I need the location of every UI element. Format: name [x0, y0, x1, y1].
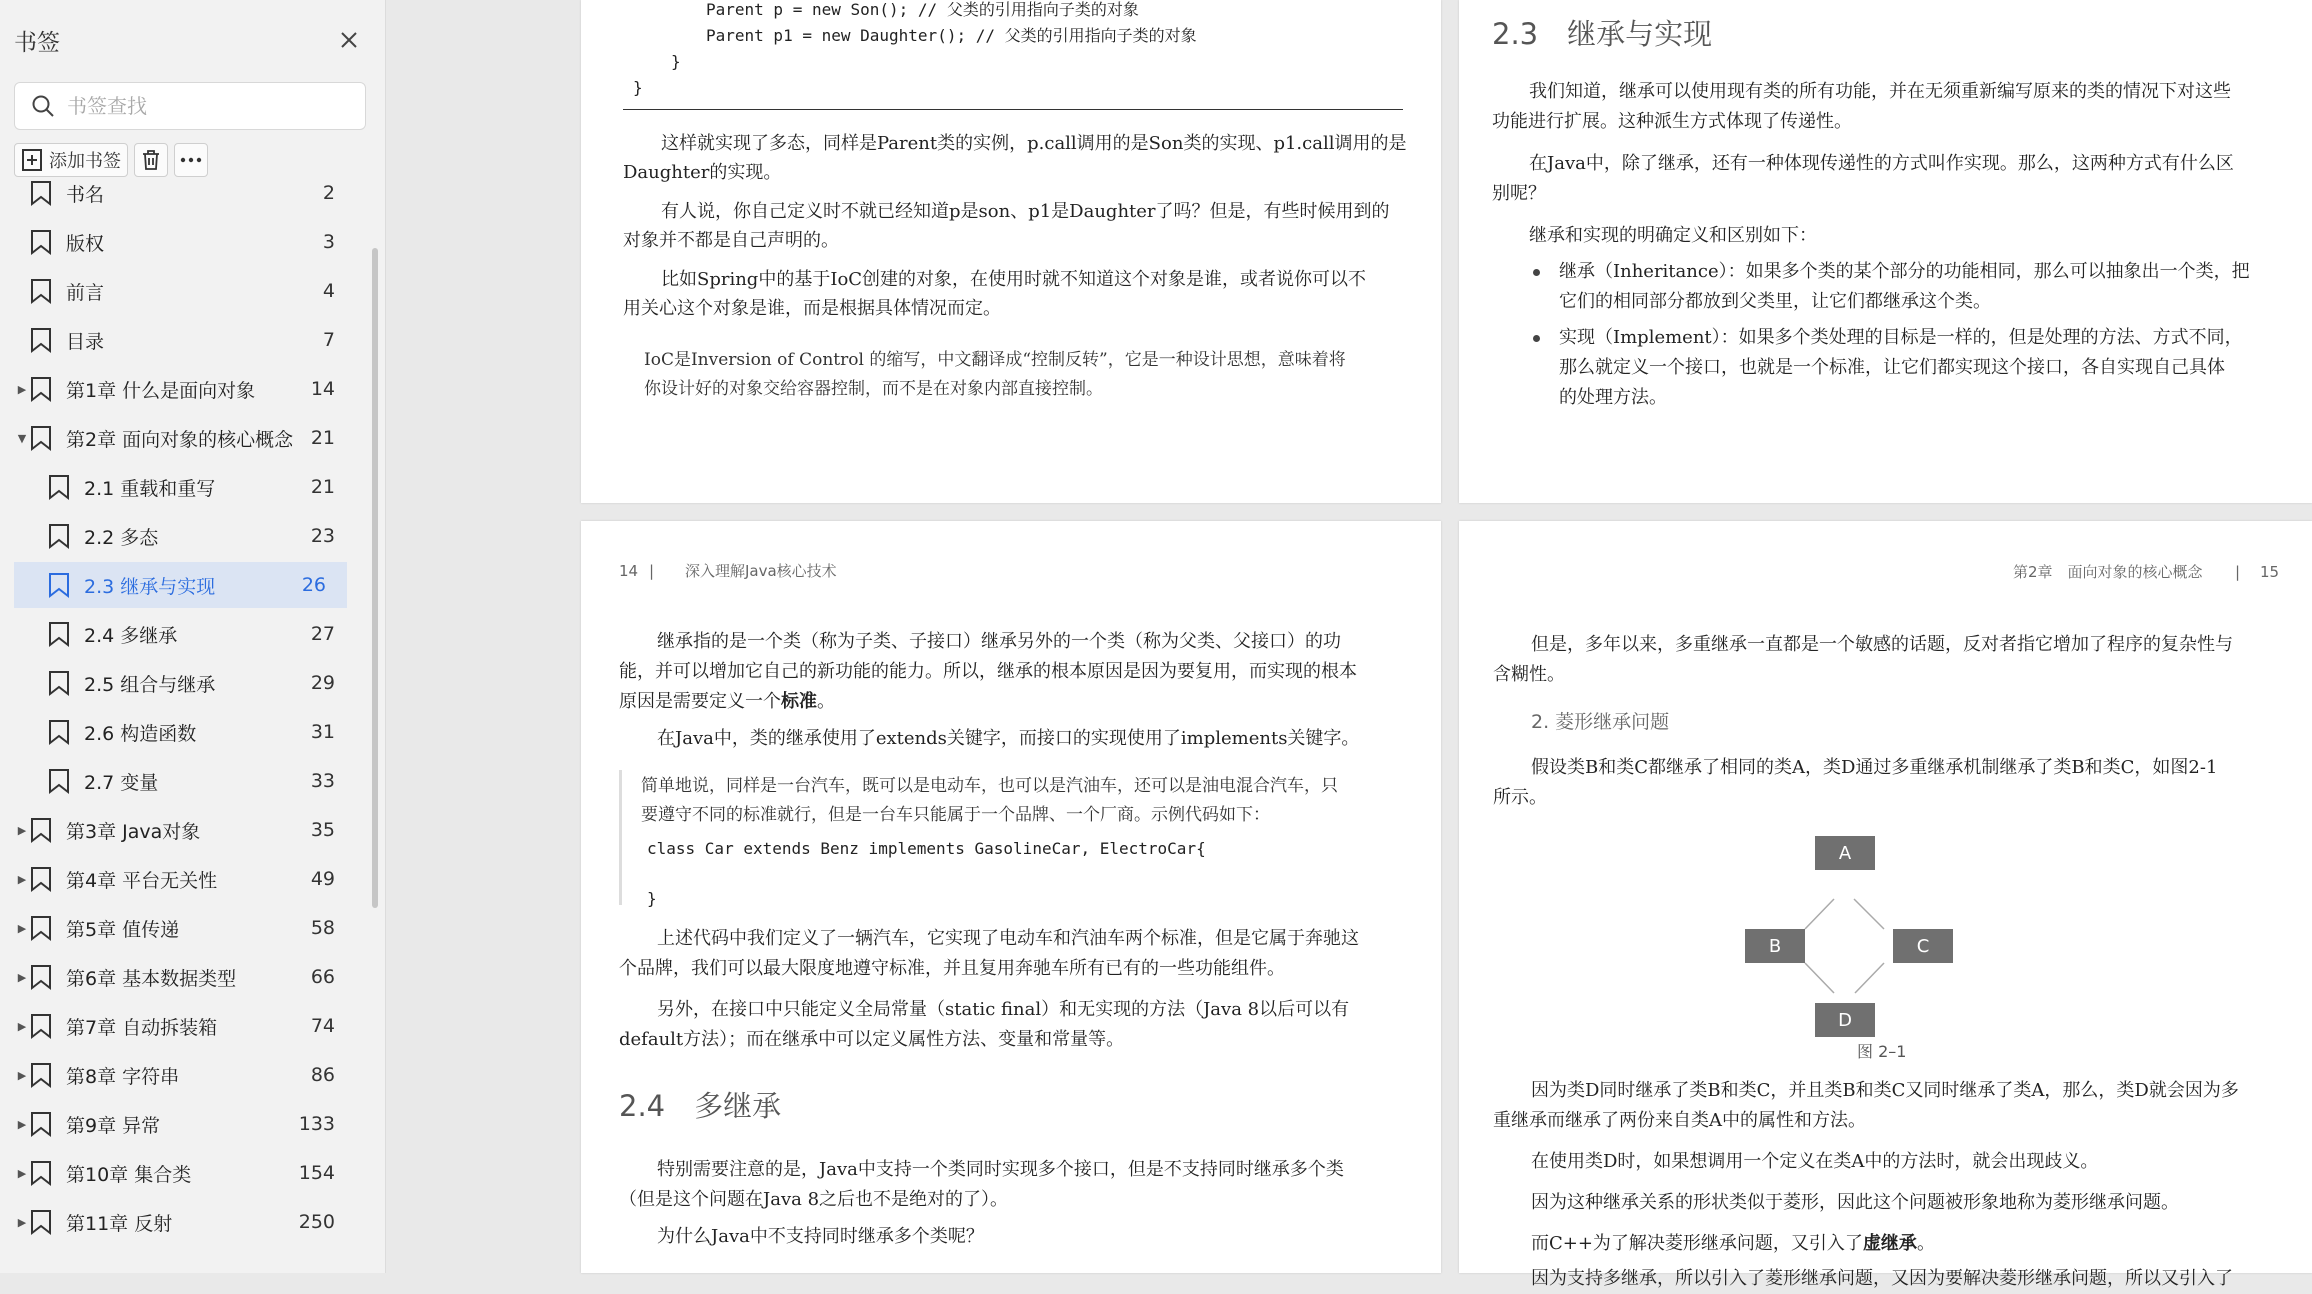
bookmark-page-number: 33 — [310, 770, 335, 792]
bullet-text: 的处理方法。 — [1559, 387, 1667, 408]
bold-text: 标准 — [781, 691, 817, 712]
bookmark-icon — [30, 866, 52, 892]
text: 。 — [817, 691, 835, 712]
bookmark-page-number: 26 — [301, 574, 326, 596]
caret-right-icon[interactable]: ▶ — [17, 823, 27, 837]
page-number: 14 — [619, 562, 639, 580]
bookmark-icon — [30, 425, 52, 451]
caret-right-icon[interactable]: ▶ — [17, 382, 27, 396]
header-separator: | — [649, 562, 655, 580]
bookmark-label: 第3章 Java对象 — [66, 820, 201, 843]
bookmark-item[interactable] — [0, 807, 370, 853]
bookmark-icon — [48, 768, 70, 794]
paragraph: 含糊性。 — [1493, 664, 1565, 685]
bookmark-icon — [30, 1160, 52, 1186]
book-title-header: 深入理解Java核心技术 — [685, 562, 837, 580]
caret-right-icon[interactable]: ▶ — [17, 872, 27, 886]
bookmark-item[interactable] — [0, 856, 370, 902]
paragraph: 在使用类D时，如果想调用一个定义在类A中的方法时，就会出现歧义。 — [1531, 1151, 2099, 1172]
bookmark-label: 2.2 多态 — [84, 526, 159, 549]
paragraph: 功能进行扩展。这种派生方式体现了传递性。 — [1492, 111, 1852, 132]
bookmark-label: 第4章 平台无关性 — [66, 869, 218, 892]
bookmark-page-number: 4 — [322, 280, 335, 302]
paragraph: 能，并可以增加它自己的新功能的能力。所以，继承的根本原因是因为要复用，而实现的根本 — [619, 661, 1357, 682]
bookmark-icon — [30, 1209, 52, 1235]
bookmark-page-number: 49 — [310, 868, 335, 890]
bookmark-page-number: 74 — [310, 1015, 335, 1037]
caret-right-icon[interactable]: ▶ — [17, 970, 27, 984]
bookmark-label: 第11章 反射 — [66, 1212, 173, 1235]
bookmark-item[interactable] — [0, 709, 370, 755]
page-number: 15 — [2260, 563, 2280, 581]
close-panel-button[interactable] — [333, 24, 365, 56]
bookmark-label: 2.6 构造函数 — [84, 722, 197, 745]
bookmark-label: 第1章 什么是面向对象 — [66, 379, 256, 402]
paragraph: 重继承而继承了两份来自类A中的属性和方法。 — [1493, 1110, 1866, 1131]
bookmark-page-number: 23 — [310, 525, 335, 547]
header-separator: | — [2235, 563, 2241, 581]
bookmark-icon — [48, 621, 70, 647]
text: 而C++为了解决菱形继承问题，又引入了 — [1531, 1233, 1863, 1254]
bullet-text: 继承（Inheritance）：如果多个类的某个部分的功能相同，那么可以抽象出一个类，把 — [1559, 261, 2250, 282]
bookmark-page-number: 21 — [310, 476, 335, 498]
paragraph: 另外，在接口中只能定义全局常量（static final）和无实现的方法（Java 8以后可以有 — [657, 999, 1350, 1020]
caret-right-icon[interactable]: ▶ — [17, 1117, 27, 1131]
bookmark-item[interactable] — [0, 415, 370, 461]
bookmark-search-box[interactable] — [14, 82, 366, 130]
page-14-top — [1459, 0, 2312, 503]
bookmark-label: 书名 — [66, 183, 105, 206]
caret-right-icon[interactable]: ▶ — [17, 1215, 27, 1229]
code-line: } — [647, 889, 657, 908]
page-14 — [581, 521, 1441, 1273]
caret-right-icon[interactable]: ▶ — [17, 921, 27, 935]
diagram-node-b: B — [1745, 929, 1805, 963]
bookmark-item[interactable] — [0, 1150, 370, 1196]
text: 原因是需要定义一个 — [619, 691, 781, 712]
bookmark-page-number: 21 — [310, 427, 335, 449]
bookmark-icon — [30, 327, 52, 353]
paragraph: 对象并不都是自己声明的。 — [623, 230, 839, 251]
caret-right-icon[interactable]: ▶ — [17, 1068, 27, 1082]
bookmark-icon — [30, 964, 52, 990]
paragraph: （但是这个问题在Java 8之后也不是绝对的了）。 — [619, 1189, 1009, 1210]
bookmark-label: 第7章 自动拆装箱 — [66, 1016, 218, 1039]
bookmark-page-number: 2 — [322, 182, 335, 204]
bookmark-label: 2.1 重载和重写 — [84, 477, 216, 500]
page-13-bottom — [581, 0, 1441, 503]
note-text: 你设计好的对象交给容器控制，而不是在对象内部直接控制。 — [644, 379, 1103, 399]
bookmark-icon — [30, 1013, 52, 1039]
code-line: } — [671, 52, 681, 71]
bookmark-item[interactable] — [0, 366, 370, 412]
trash-icon — [141, 149, 161, 171]
bookmark-label: 第9章 异常 — [66, 1114, 161, 1137]
bookmark-icon — [30, 229, 52, 255]
bookmark-search-input[interactable] — [67, 94, 347, 118]
bookmark-item[interactable] — [0, 1003, 370, 1049]
paragraph: 用关心这个对象是谁，而是根据具体情况而定。 — [623, 298, 1001, 319]
caret-right-icon[interactable]: ▶ — [17, 1166, 27, 1180]
bookmark-label: 目录 — [66, 330, 105, 353]
subheading: 2. 菱形继承问题 — [1531, 711, 1670, 733]
bookmark-icon — [48, 670, 70, 696]
paragraph: 特别需要注意的是，Java中支持一个类同时实现多个接口，但是不支持同时继承多个类 — [657, 1159, 1344, 1180]
bookmark-item[interactable] — [0, 317, 370, 363]
bookmark-label: 版权 — [66, 232, 105, 255]
note-text: IoC是Inversion of Control 的缩写，中文翻译成“控制反转”，它是一种设计思想，意味着将 — [644, 350, 1346, 370]
bookmark-label: 第8章 字符串 — [66, 1065, 180, 1088]
paragraph: 比如Spring中的基于IoC创建的对象，在使用时就不知道这个对象是谁，或者说你可以不 — [661, 269, 1367, 290]
bookmark-label: 2.4 多继承 — [84, 624, 178, 647]
bookmark-page-number: 7 — [322, 329, 335, 351]
paragraph: Daughter的实现。 — [623, 162, 782, 183]
bookmark-label: 第2章 面向对象的核心概念 — [66, 428, 294, 451]
bullet-text: 它们的相同部分都放到父类里，让它们都继承这个类。 — [1559, 291, 1991, 312]
paragraph: 个品牌，我们可以最大限度地遵守标准，并且复用奔驰车所有已有的一些功能组件。 — [619, 958, 1285, 979]
figure-caption: 图 2–1 — [1857, 1042, 1907, 1061]
bookmark-panel-title: 书签 — [14, 30, 60, 56]
bookmark-item[interactable] — [0, 611, 370, 657]
bookmark-item[interactable] — [0, 954, 370, 1000]
caret-down-icon[interactable]: ▼ — [17, 431, 27, 445]
bookmark-page-number: 14 — [310, 378, 335, 400]
bookmark-page-number: 31 — [310, 721, 335, 743]
bookmark-label: 2.5 组合与继承 — [84, 673, 216, 696]
bookmark-item[interactable] — [0, 464, 370, 510]
bookmark-icon — [30, 376, 52, 402]
more-icon — [180, 157, 202, 163]
note-bar — [619, 770, 622, 905]
bookmark-page-number: 133 — [298, 1113, 335, 1135]
search-icon — [31, 94, 55, 118]
bookmark-item[interactable] — [0, 1199, 370, 1245]
paragraph: 在Java中，类的继承使用了extends关键字，而接口的实现使用了implements关键字。 — [657, 728, 1360, 749]
bookmark-label: 前言 — [66, 281, 105, 304]
bookmark-scrollbar[interactable] — [372, 248, 378, 908]
paragraph: 因为这种继承关系的形状类似于菱形，因此这个问题被形象地称为菱形继承问题。 — [1531, 1192, 2179, 1213]
bookmark-page-number: 27 — [310, 623, 335, 645]
paragraph: 继承和实现的明确定义和区别如下： — [1529, 225, 1817, 246]
paragraph: 假设类B和类C都继承了相同的类A，类D通过多重继承机制继承了类B和类C，如图2-1 — [1531, 757, 2218, 778]
paragraph: 有人说，你自己定义时不就已经知道p是son、p1是Daughter了吗？但是，有些时候用到的 — [661, 201, 1390, 222]
paragraph: 上述代码中我们定义了一辆汽车，它实现了电动车和汽油车两个标准，但是它属于奔驰这 — [657, 928, 1359, 949]
bookmark-label: 2.7 变量 — [84, 771, 159, 794]
diagram-node-a: A — [1815, 836, 1875, 870]
paragraph: 所示。 — [1493, 787, 1547, 808]
bookmark-page-number: 250 — [298, 1211, 335, 1233]
bullet-text: 那么就定义一个接口，也就是一个标准，让它们都实现这个接口，各自实现自己具体 — [1559, 357, 2225, 378]
bookmark-icon — [48, 719, 70, 745]
bookmark-item[interactable] — [0, 905, 370, 951]
bookmark-label: 第5章 值传递 — [66, 918, 180, 941]
paragraph: 我们知道，继承可以使用现有类的所有功能，并在无须重新编写原来的类的情况下对这些 — [1529, 81, 2231, 102]
bookmark-item[interactable] — [0, 268, 370, 314]
bookmark-item[interactable] — [14, 562, 347, 608]
bookmark-icon — [48, 523, 70, 549]
bookmark-icon — [30, 817, 52, 843]
paragraph: 因为类D同时继承了类B和类C，并且类B和类C又同时继承了类A，那么，类D就会因为多 — [1531, 1080, 2239, 1101]
bookmark-label: 第10章 集合类 — [66, 1163, 192, 1186]
paragraph — [619, 687, 835, 717]
section-heading: 2.4 多继承 — [619, 1089, 782, 1123]
bookmark-item[interactable] — [0, 660, 370, 706]
bookmark-label: 第6章 基本数据类型 — [66, 967, 237, 990]
diagram-node-c: C — [1893, 929, 1953, 963]
code-line: class Car extends Benz implements GasolineCar, ElectroCar{ — [647, 839, 1206, 858]
close-icon — [340, 31, 358, 49]
bookmark-item[interactable] — [0, 758, 370, 804]
paragraph: 因为支持多继承，所以引入了菱形继承问题，又因为要解决菱形继承问题，所以又引入了 — [1531, 1268, 2233, 1289]
bookmark-icon — [30, 1111, 52, 1137]
bookmark-item[interactable] — [0, 513, 370, 559]
chapter-header: 第2章 面向对象的核心概念 — [2013, 563, 2203, 581]
code-line: Parent p1 = new Daughter(); // 父类的引用指向子类的对象 — [706, 26, 1197, 45]
bookmark-icon — [30, 1062, 52, 1088]
page-15 — [1459, 521, 2312, 1289]
paragraph: 在Java中，除了继承，还有一种体现传递性的方式叫作实现。那么，这两种方式有什么区 — [1529, 153, 2234, 174]
text: 。 — [1916, 1233, 1935, 1254]
paragraph — [1531, 1229, 1935, 1259]
bookmark-icon — [30, 180, 52, 206]
bookmark-item[interactable] — [0, 170, 370, 216]
note-text: 简单地说，同样是一台汽车，既可以是电动车，也可以是汽油车，还可以是油电混合汽车，只 — [641, 776, 1338, 796]
note-text: 要遵守不同的标准就行，但是一台车只能属于一个品牌、一个厂商。示例代码如下： — [641, 805, 1270, 825]
paragraph: default方法）；而在继承中可以定义属性方法、变量和常量等。 — [619, 1029, 1125, 1050]
bookmark-panel — [0, 0, 386, 1273]
bookmark-item[interactable] — [0, 1101, 370, 1147]
paragraph: 为什么Java中不支持同时继承多个类呢？ — [657, 1226, 984, 1247]
diagram-node-d: D — [1815, 1003, 1875, 1037]
code-line: Parent p = new Son(); // 父类的引用指向子类的对象 — [706, 0, 1139, 19]
bookmark-page-number: 86 — [310, 1064, 335, 1086]
bookmark-item[interactable] — [0, 219, 370, 265]
bookmark-list — [0, 182, 370, 1273]
bookmark-icon — [30, 915, 52, 941]
add-bookmark-label: 添加书签 — [49, 151, 121, 172]
bookmark-page-number: 3 — [322, 231, 335, 253]
bookmark-label: 2.3 继承与实现 — [84, 575, 216, 598]
bullet — [1533, 335, 1540, 342]
bookmark-page-number: 35 — [310, 819, 335, 841]
bookmark-page-number: 154 — [298, 1162, 335, 1184]
bookmark-page-number: 29 — [310, 672, 335, 694]
bullet — [1533, 269, 1540, 276]
paragraph: 继承指的是一个类（称为子类、子接口）继承另外的一个类（称为父类、父接口）的功 — [657, 631, 1341, 652]
code-line: } — [633, 78, 643, 97]
bookmark-icon — [48, 474, 70, 500]
bookmark-page-number: 66 — [310, 966, 335, 988]
paragraph: 但是，多年以来，多重继承一直都是一个敏感的话题，反对者指它增加了程序的复杂性与 — [1531, 634, 2233, 655]
bookmark-icon — [48, 572, 70, 598]
paragraph: 别呢？ — [1492, 183, 1546, 204]
bookmark-icon — [30, 278, 52, 304]
code-divider — [623, 109, 1403, 110]
bullet-text: 实现（Implement）：如果多个类处理的目标是一样的，但是处理的方法、方式不同， — [1559, 327, 2243, 348]
bookmark-page-number: 58 — [310, 917, 335, 939]
bold-text: 虚继承 — [1862, 1233, 1917, 1254]
caret-right-icon[interactable]: ▶ — [17, 1019, 27, 1033]
add-bookmark-icon — [21, 148, 43, 172]
bookmark-item[interactable] — [0, 1052, 370, 1098]
paragraph: 这样就实现了多态，同样是Parent类的实例，p.call调用的是Son类的实现、p1.call调用的是 — [661, 133, 1407, 154]
section-heading: 2.3 继承与实现 — [1492, 17, 1713, 51]
